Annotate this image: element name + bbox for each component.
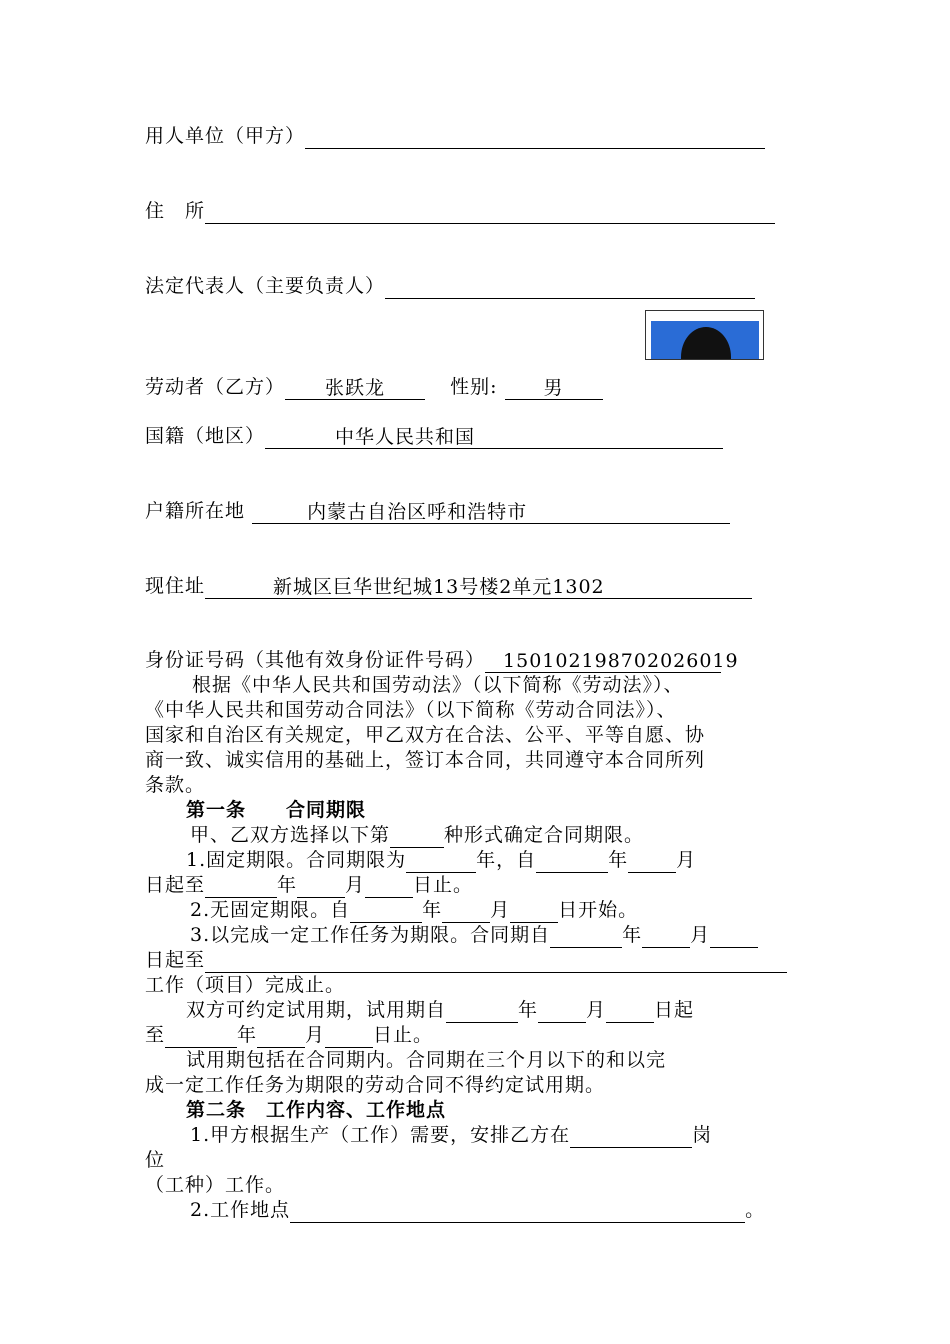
start-text: 日起 [654, 999, 695, 1021]
start-to-text: 日起至 [145, 874, 206, 896]
task-term-line-3: 工作（项目）完成止。 [145, 974, 346, 996]
task-year-blank[interactable] [550, 925, 622, 948]
month-text: 月 [676, 849, 697, 871]
fixed-years-blank[interactable] [406, 850, 476, 873]
year-text: 年 [277, 874, 298, 896]
work-place-text: 2.工作地点 [190, 1199, 291, 1221]
fixed-term-line [186, 848, 696, 873]
preamble-line-1: 根据《中华人民共和国劳动法》（以下简称《劳动法》）、 [192, 674, 684, 696]
probation-text: 双方可约定试用期，试用期自 [186, 999, 447, 1021]
probation-note-1: 试用期包括在合同期内。合同期在三个月以下的和以完 [186, 1049, 667, 1071]
id-label: 身份证号码（其他有效身份证件号码） [145, 649, 486, 671]
probation-start-year-blank[interactable] [446, 1000, 518, 1023]
id-text: 150102198702026019 [503, 650, 739, 672]
residence-value[interactable] [205, 576, 752, 599]
period-text: 。 [745, 1199, 766, 1221]
month-text: 月 [586, 999, 607, 1021]
legal-rep-label: 法定代表人（主要负责人） [145, 275, 386, 297]
post-line-2: 位 [145, 1149, 166, 1171]
task-term-line-2 [145, 948, 787, 973]
year-text: 年 [518, 999, 539, 1021]
term-choice-blank[interactable] [390, 825, 444, 848]
probation-end-day-blank[interactable] [325, 1025, 373, 1048]
work-place-blank[interactable] [290, 1200, 745, 1223]
month-text: 月 [690, 924, 711, 946]
post-text: 1.甲方根据生产（工作）需要，安排乙方在 [190, 1124, 571, 1146]
hukou-line [145, 499, 730, 524]
task-term-text: 3.以完成一定工作任务为期限。合同期自 [190, 924, 551, 946]
post-suffix: 岗 [692, 1124, 713, 1146]
open-year-blank[interactable] [350, 900, 422, 923]
fixed-start-month-blank[interactable] [628, 850, 676, 873]
probation-end-month-blank[interactable] [257, 1025, 305, 1048]
end-text: 日止。 [373, 1024, 434, 1046]
article-2-title: 第二条 工作内容、工作地点 [186, 1099, 447, 1121]
person-head-icon [681, 327, 731, 360]
open-day-blank[interactable] [510, 900, 558, 923]
fixed-from-text: 年，自 [476, 849, 537, 871]
gender-label: 性别: [450, 376, 498, 398]
term-choice-line [190, 823, 644, 848]
probation-start-month-blank[interactable] [538, 1000, 586, 1023]
fixed-end-year-blank[interactable] [205, 875, 277, 898]
month-text: 月 [345, 874, 366, 896]
nationality-line [145, 424, 723, 449]
fixed-end-month-blank[interactable] [297, 875, 345, 898]
to-text: 至 [145, 1024, 166, 1046]
probation-line [186, 998, 694, 1023]
fixed-term-text: 1.固定期限。合同期限为 [186, 849, 407, 871]
year-text: 年 [422, 899, 443, 921]
probation-line-2 [145, 1023, 433, 1048]
hukou-label: 户籍所在地 [145, 500, 246, 522]
gender-value[interactable]: 男 [505, 377, 603, 400]
address-blank[interactable] [205, 201, 775, 224]
preamble-line-4: 商一致、诚实信用的基础上，签订本合同，共同遵守本合同所列 [145, 749, 706, 771]
employer-blank[interactable] [305, 126, 765, 149]
employer-line [145, 124, 765, 149]
start-to-text: 日起至 [145, 949, 206, 971]
post-line-3: （工种）工作。 [145, 1174, 286, 1196]
task-term-line [190, 923, 758, 948]
fixed-term-line-2 [145, 873, 473, 898]
start-text: 日开始。 [558, 899, 639, 921]
fixed-start-year-blank[interactable] [536, 850, 608, 873]
term-choice-text-2: 种形式确定合同期限。 [444, 824, 645, 846]
month-text: 月 [490, 899, 511, 921]
legal-rep-line [145, 274, 755, 299]
article-1-title: 第一条 合同期限 [186, 799, 367, 821]
employee-name[interactable]: 张跃龙 [285, 377, 425, 400]
task-day-blank[interactable] [710, 925, 758, 948]
task-project-blank[interactable] [205, 950, 787, 973]
probation-end-year-blank[interactable] [165, 1025, 237, 1048]
hukou-value[interactable] [252, 501, 730, 524]
fixed-end-day-blank[interactable] [365, 875, 413, 898]
post-line [190, 1123, 712, 1148]
preamble-line-2: 《中华人民共和国劳动合同法》（以下简称《劳动合同法》）、 [145, 699, 677, 721]
legal-rep-blank[interactable] [385, 276, 755, 299]
id-photo [645, 310, 764, 360]
open-term-line [190, 898, 638, 923]
nationality-label: 国籍（地区） [145, 425, 266, 447]
preamble-line-3: 国家和自治区有关规定，甲乙双方在合法、公平、平等自愿、协 [145, 724, 706, 746]
address-label: 住 所 [145, 200, 206, 222]
id-value[interactable] [485, 650, 739, 673]
term-choice-text: 甲、乙双方选择以下第 [190, 824, 391, 846]
task-month-blank[interactable] [642, 925, 690, 948]
probation-note-2: 成一定工作任务为期限的劳动合同不得约定试用期。 [145, 1074, 606, 1096]
year-text: 年 [237, 1024, 258, 1046]
address-line [145, 199, 775, 224]
residence-line [145, 574, 752, 599]
nationality-value[interactable] [265, 426, 723, 449]
year-text: 年 [608, 849, 629, 871]
post-blank[interactable] [570, 1125, 692, 1148]
hukou-text: 内蒙古自治区呼和浩特市 [307, 501, 528, 523]
photo-background [651, 321, 759, 360]
month-text: 月 [305, 1024, 326, 1046]
employee-line [145, 375, 603, 400]
open-month-blank[interactable] [442, 900, 490, 923]
probation-start-day-blank[interactable] [606, 1000, 654, 1023]
residence-label: 现住址 [145, 575, 206, 597]
residence-text: 新城区巨华世纪城13号楼2单元1302 [273, 576, 605, 598]
id-line [145, 648, 739, 673]
nationality-text: 中华人民共和国 [335, 426, 476, 448]
employer-label: 用人单位（甲方） [145, 125, 306, 147]
end-text: 日止。 [413, 874, 474, 896]
open-term-text: 2.无固定期限。自 [190, 899, 351, 921]
year-text: 年 [622, 924, 643, 946]
preamble-line-5: 条款。 [145, 774, 206, 796]
employee-label: 劳动者（乙方） [145, 376, 286, 398]
work-place-line [190, 1198, 765, 1223]
